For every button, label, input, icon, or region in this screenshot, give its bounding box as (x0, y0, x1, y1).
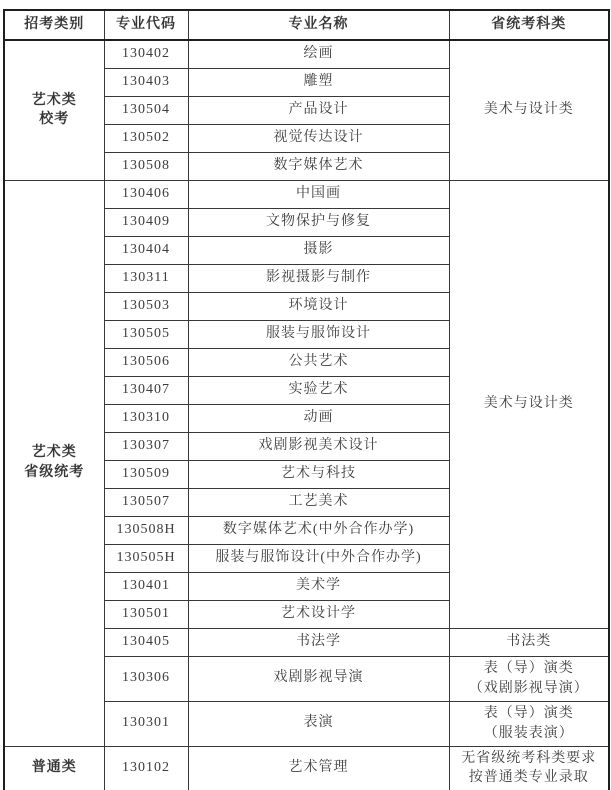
table-row (4, 746, 609, 790)
major-cell: 戏剧影视导演 (188, 656, 449, 701)
code-cell: 130508 (104, 152, 188, 180)
major-cell: 书法学 (188, 628, 449, 656)
code-cell: 130307 (104, 432, 188, 460)
category-cell-line: 普通类 (31, 760, 77, 776)
subject-cell (449, 701, 609, 746)
table-row (4, 40, 609, 68)
code-cell: 130409 (104, 208, 188, 236)
code-cell: 130407 (104, 376, 188, 404)
category-cell-line: 省级统考 (24, 465, 85, 480)
code-cell: 130505 (104, 320, 188, 348)
subject-cell-line: 美术与设计类 (483, 102, 574, 118)
category-cell (4, 746, 104, 790)
major-cell: 艺术管理 (188, 746, 449, 790)
major-cell: 中国画 (188, 180, 449, 208)
subject-cell-line: 表（导）演类 (483, 660, 574, 676)
subject-cell (449, 628, 609, 656)
table-body (4, 40, 609, 790)
major-cell: 产品设计 (188, 96, 449, 124)
code-cell: 130402 (104, 40, 188, 68)
code-cell: 130406 (104, 180, 188, 208)
major-cell: 工艺美术 (188, 488, 449, 516)
code-cell: 130403 (104, 68, 188, 96)
subject-cell-line: 书法类 (506, 634, 552, 650)
major-cell: 戏剧影视美术设计 (188, 432, 449, 460)
header-cell-code: 专业代码 (104, 10, 188, 40)
major-cell: 文物保护与修复 (188, 208, 449, 236)
code-cell: 130405 (104, 628, 188, 656)
header-row (4, 10, 609, 40)
code-cell: 130102 (104, 746, 188, 790)
major-cell: 美术学 (188, 572, 449, 600)
major-cell: 数字媒体艺术 (188, 152, 449, 180)
major-cell: 动画 (188, 404, 449, 432)
code-cell: 130306 (104, 656, 188, 701)
code-cell: 130509 (104, 460, 188, 488)
subject-cell-line: 按普通类专业录取 (468, 770, 589, 786)
table-row (4, 180, 609, 208)
major-cell: 实验艺术 (188, 376, 449, 404)
code-cell: 130506 (104, 348, 188, 376)
major-cell: 艺术设计学 (188, 600, 449, 628)
code-cell: 130311 (104, 264, 188, 292)
header-cell-category: 招考类别 (4, 10, 104, 40)
category-cell-line: 校考 (39, 112, 70, 128)
code-cell: 130310 (104, 404, 188, 432)
subject-cell-line: （服装表演） (483, 725, 574, 741)
major-cell: 摄影 (188, 236, 449, 264)
major-cell: 服装与服饰设计(中外合作办学) (188, 544, 449, 572)
subject-cell-line: 美术与设计类 (483, 396, 574, 412)
majors-table (3, 9, 610, 790)
header-cell-major: 专业名称 (188, 10, 449, 40)
major-cell: 表演 (188, 701, 449, 746)
category-cell-line: 艺术类 (31, 92, 77, 108)
major-cell: 雕塑 (188, 68, 449, 96)
subject-cell-line: （戏剧影视导演） (468, 680, 589, 696)
code-cell: 130505H (104, 544, 188, 572)
major-cell: 影视摄影与制作 (188, 264, 449, 292)
code-cell: 130404 (104, 236, 188, 264)
subject-cell (449, 40, 609, 180)
subject-cell (449, 180, 609, 628)
code-cell: 130301 (104, 701, 188, 746)
category-cell-line: 艺术类 (31, 445, 77, 461)
code-cell: 130401 (104, 572, 188, 600)
code-cell: 130507 (104, 488, 188, 516)
code-cell: 130504 (104, 96, 188, 124)
major-cell: 数字媒体艺术(中外合作办学) (188, 516, 449, 544)
subject-cell (449, 656, 609, 701)
major-cell: 服装与服饰设计 (188, 320, 449, 348)
major-cell: 环境设计 (188, 292, 449, 320)
code-cell: 130502 (104, 124, 188, 152)
major-cell: 视觉传达设计 (188, 124, 449, 152)
major-cell: 绘画 (188, 40, 449, 68)
subject-cell-line: 表（导）演类 (483, 705, 574, 721)
major-cell: 公共艺术 (188, 348, 449, 376)
category-cell (4, 40, 104, 180)
major-cell: 艺术与科技 (188, 460, 449, 488)
subject-cell (449, 746, 609, 790)
category-cell (4, 180, 104, 746)
subject-cell-line: 无省级统考科类要求 (461, 750, 597, 766)
code-cell: 130503 (104, 292, 188, 320)
header-cell-subject: 省统考科类 (449, 10, 609, 40)
code-cell: 130501 (104, 600, 188, 628)
code-cell: 130508H (104, 516, 188, 544)
